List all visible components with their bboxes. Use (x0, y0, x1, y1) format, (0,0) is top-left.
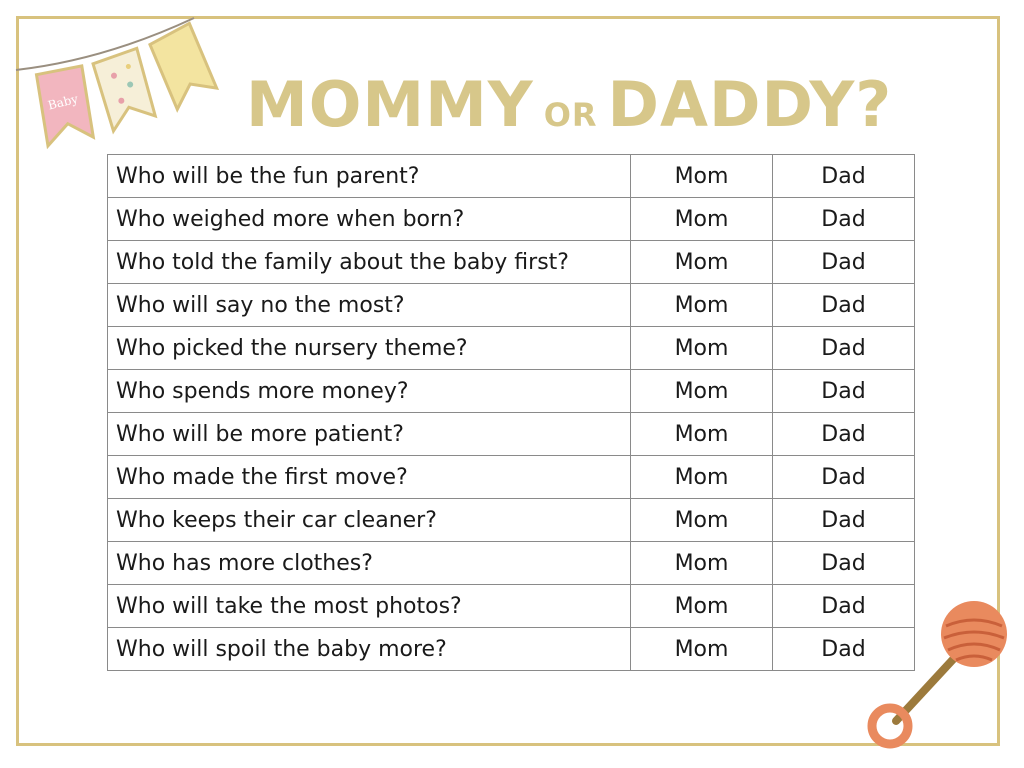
dad-option: Dad (773, 198, 915, 241)
table-row (108, 456, 915, 499)
question-cell: Who will take the most photos? (108, 585, 631, 628)
dad-option: Dad (773, 284, 915, 327)
dad-option: Dad (773, 370, 915, 413)
mom-option: Mom (631, 413, 773, 456)
dad-option: Dad (773, 499, 915, 542)
bunting-decoration (14, 12, 244, 152)
question-cell: Who picked the nursery theme? (108, 327, 631, 370)
table-row (108, 628, 915, 671)
mom-option: Mom (631, 370, 773, 413)
quiz-table (107, 154, 915, 671)
mom-option: Mom (631, 241, 773, 284)
question-cell: Who has more clothes? (108, 542, 631, 585)
title-or: OR (543, 96, 598, 134)
dad-option: Dad (773, 585, 915, 628)
table-row (108, 241, 915, 284)
mom-option: Mom (631, 585, 773, 628)
mom-option: Mom (631, 155, 773, 198)
rattle-decoration (866, 596, 1016, 756)
table-row (108, 370, 915, 413)
dad-option: Dad (773, 241, 915, 284)
table-row (108, 198, 915, 241)
table-row (108, 499, 915, 542)
mom-option: Mom (631, 327, 773, 370)
mom-option: Mom (631, 542, 773, 585)
table-row (108, 327, 915, 370)
mom-option: Mom (631, 456, 773, 499)
title-mommy: MOMMY (246, 68, 534, 141)
question-cell: Who will spoil the baby more? (108, 628, 631, 671)
question-cell: Who will be the fun parent? (108, 155, 631, 198)
question-cell: Who weighed more when born? (108, 198, 631, 241)
flag-yellow (147, 22, 219, 112)
dad-option: Dad (773, 628, 915, 671)
dad-option: Dad (773, 456, 915, 499)
mom-option: Mom (631, 628, 773, 671)
table-row (108, 413, 915, 456)
table-row (108, 155, 915, 198)
dad-option: Dad (773, 542, 915, 585)
bunting-text: Baby (46, 91, 80, 113)
table-row (108, 585, 915, 628)
dad-option: Dad (773, 155, 915, 198)
flag-pink (36, 65, 94, 146)
dad-option: Dad (773, 413, 915, 456)
question-cell: Who will say no the most? (108, 284, 631, 327)
question-cell: Who spends more money? (108, 370, 631, 413)
mom-option: Mom (631, 499, 773, 542)
mom-option: Mom (631, 198, 773, 241)
question-cell: Who keeps their car cleaner? (108, 499, 631, 542)
mom-option: Mom (631, 284, 773, 327)
table-row (108, 284, 915, 327)
question-cell: Who made the first move? (108, 456, 631, 499)
question-cell: Who will be more patient? (108, 413, 631, 456)
question-cell: Who told the family about the baby first? (108, 241, 631, 284)
dad-option: Dad (773, 327, 915, 370)
page-title (246, 68, 892, 141)
flag-floral (92, 48, 157, 133)
title-daddy: DADDY? (607, 68, 893, 141)
table-row (108, 542, 915, 585)
